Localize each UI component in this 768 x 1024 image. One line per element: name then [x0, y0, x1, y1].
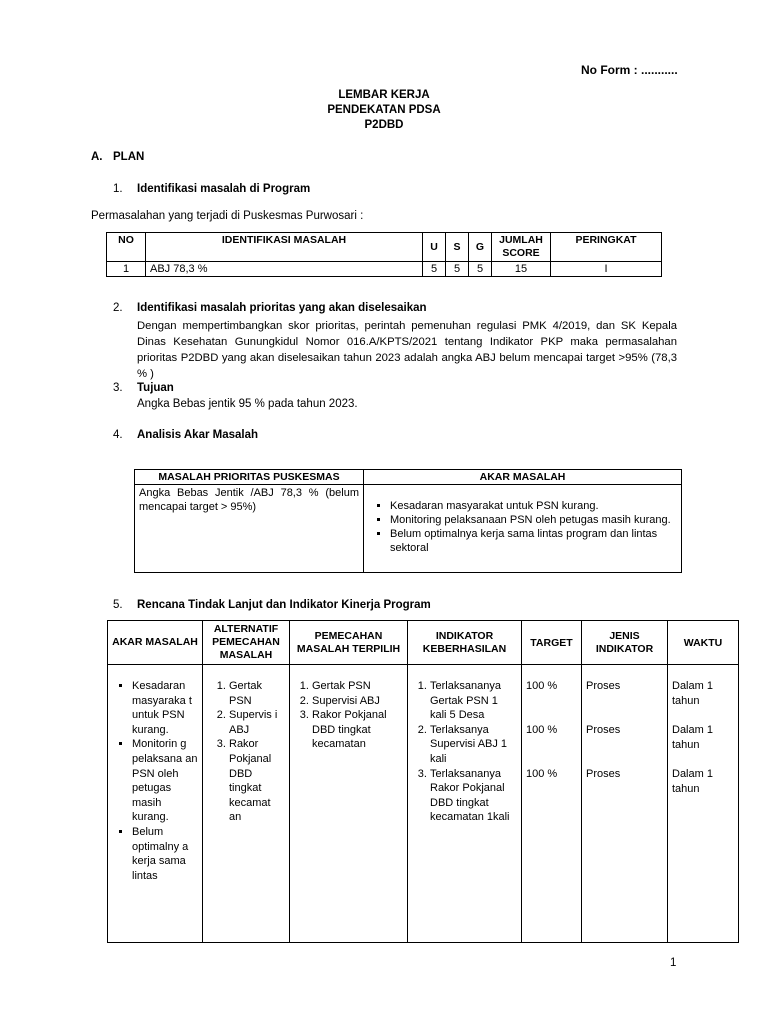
list-item: 1. Gertak PSN [312, 679, 403, 694]
list-item: ▪ Belum optimalnya kerja sama lintas program dan lintas sektoral [390, 527, 677, 555]
list-item: 3. Rakor Pokjanal DBD tingkat kecamat an [229, 737, 285, 825]
list-item: ▪ Monitoring pelaksanaan PSN oleh petugas masih kurang. [390, 513, 677, 527]
jenis-2: Proses [586, 724, 621, 736]
intro-text: Permasalahan yang terjadi di Puskesmas Purwosari : [91, 210, 364, 222]
list-item: ▪ Monitorin g pelaksana an PSN oleh petugas masih kurang. [132, 737, 198, 825]
cell-alternatif [203, 665, 290, 943]
cell-peringkat: I [551, 262, 662, 277]
table-row [108, 665, 739, 943]
item-2-title: Identifikasi masalah prioritas yang akan diselesaikan [137, 302, 427, 314]
waktu-3: Dalam 1 tahun [672, 768, 713, 795]
target-2: 100 % [526, 724, 558, 736]
item-1-title: Identifikasi masalah di Program [137, 183, 311, 195]
cell-waktu [668, 665, 739, 943]
action-plan-table [107, 620, 739, 943]
cell-akar-masalah [364, 485, 682, 573]
title-line-3: P2DBD [364, 119, 404, 131]
header-masalah-prioritas: MASALAH PRIORITAS PUSKESMAS [135, 470, 364, 485]
list-item: 1. Gertak PSN [229, 679, 285, 708]
item-4-number: 4. [113, 429, 123, 441]
table-row [107, 262, 662, 277]
header-waktu: WAKTU [668, 621, 739, 665]
header-akar: AKAR MASALAH [108, 621, 203, 665]
cell-u: 5 [423, 262, 446, 277]
cell-masalah: ABJ 78,3 % [146, 262, 423, 277]
action-plan-header [108, 621, 739, 665]
header-target: TARGET [522, 621, 582, 665]
header-jumlah-score: JUMLAH SCORE [492, 233, 551, 262]
header-alternatif: ALTERNATIF PEMECAHAN MASALAH [203, 621, 290, 665]
title-line-1: LEMBAR KERJA [338, 89, 430, 101]
cell-masalah-prioritas: Angka Bebas Jentik /ABJ 78,3 % (belum mencapai target > 95%) [135, 485, 364, 573]
item-5-number: 5. [113, 599, 123, 611]
cell-s: 5 [446, 262, 469, 277]
table-row [135, 485, 682, 573]
header-jenis: JENIS INDIKATOR [582, 621, 668, 665]
header-akar-masalah: AKAR MASALAH [364, 470, 682, 485]
item-2-body: Dengan mempertimbangkan skor prioritas, perintah pemenuhan regulasi PMK 4/2019, dan SK Kepala Dinas Kesehatan Gunungkidul Nomor 016.A/KPTS/2021 tentang Indikator PKP maka permasalahan prioritas P2DBD yang akan diselesaikan tahun 2023 adalah angka ABJ belum mencapai target >95% (78,3 % ) [137, 320, 677, 380]
list-item: 2. Supervisi ABJ [312, 694, 403, 709]
header-u: U [423, 233, 446, 262]
root-cause-header [135, 470, 682, 485]
section-a-label: PLAN [113, 151, 145, 163]
waktu-1: Dalam 1 tahun [672, 680, 713, 707]
cell-g: 5 [469, 262, 492, 277]
item-3-title: Tujuan [137, 382, 174, 394]
waktu-2: Dalam 1 tahun [672, 724, 713, 751]
list-item: ▪ Belum optimalny a kerja sama lintas [132, 825, 198, 883]
cell-indikator [408, 665, 522, 943]
list-item: ▪ Kesadaran masyaraka t untuk PSN kurang. [132, 679, 198, 737]
header-indikator: INDIKATOR KEBERHASILAN [408, 621, 522, 665]
item-4-title: Analisis Akar Masalah [137, 429, 259, 441]
jenis-3: Proses [586, 768, 621, 780]
item-1-number: 1. [113, 183, 123, 195]
item-3-body: Angka Bebas jentik 95 % pada tahun 2023. [137, 398, 358, 410]
header-peringkat: PERINGKAT [551, 233, 662, 262]
cell-jenis [582, 665, 668, 943]
form-number: No Form : ........... [581, 63, 678, 77]
cell-akar [108, 665, 203, 943]
document-title [284, 88, 484, 133]
target-1: 100 % [526, 680, 558, 692]
problem-table [106, 232, 662, 277]
page-number: 1 [670, 957, 677, 969]
cell-target [522, 665, 582, 943]
header-no: NO [107, 233, 146, 262]
root-cause-table [134, 469, 682, 573]
header-g: G [469, 233, 492, 262]
cell-terpilih [290, 665, 408, 943]
target-3: 100 % [526, 768, 558, 780]
list-item: 1. Terlaksananya Gertak PSN 1 kali 5 Desa [430, 679, 517, 723]
jenis-1: Proses [586, 680, 621, 692]
item-5-title: Rencana Tindak Lanjut dan Indikator Kinerja Program [137, 599, 431, 611]
cell-jumlah: 15 [492, 262, 551, 277]
header-terpilih: PEMECAHAN MASALAH TERPILIH [290, 621, 408, 665]
item-3-number: 3. [113, 382, 123, 394]
list-item: 3. Terlaksananya Rakor Pokjanal DBD tingkat kecamatan 1kali [430, 767, 517, 825]
problem-table-header [107, 233, 662, 262]
list-item: ▪ Kesadaran masyarakat untuk PSN kurang. [390, 499, 677, 513]
cell-no: 1 [107, 262, 146, 277]
list-item: 2. Supervis i ABJ [229, 708, 285, 737]
header-s: S [446, 233, 469, 262]
header-identifikasi: IDENTIFIKASI MASALAH [146, 233, 423, 262]
title-line-2: PENDEKATAN PDSA [327, 104, 441, 116]
list-item: 3. Rakor Pokjanal DBD tingkat kecamatan [312, 708, 403, 752]
section-a-letter: A. [91, 151, 103, 163]
list-item: 2. Terlaksanya Supervisi ABJ 1 kali [430, 723, 517, 767]
item-2-number: 2. [113, 302, 123, 314]
